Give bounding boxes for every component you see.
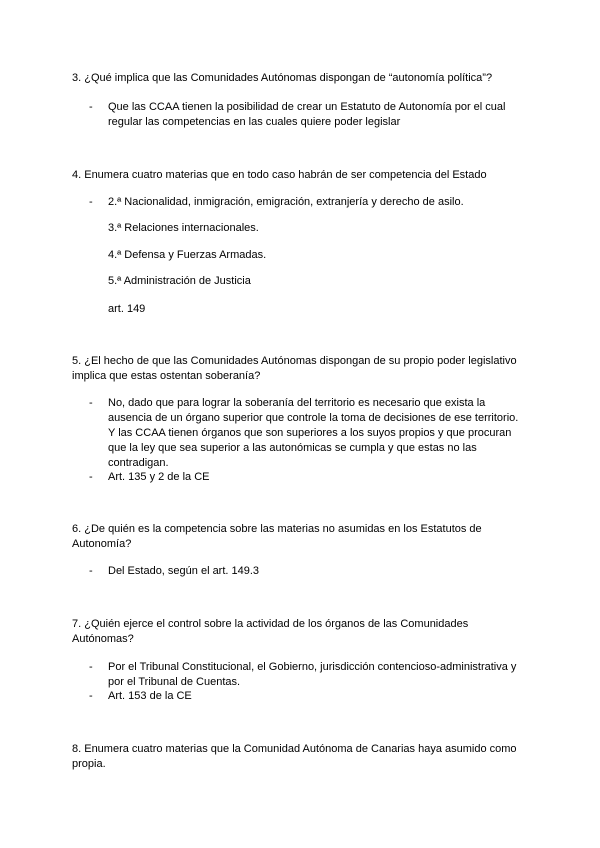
bullet-dash: - [89, 565, 93, 577]
bullet-dash: - [89, 661, 93, 673]
question-6: 6. ¿De quién es la competencia sobre las materias no asumidas en los Estatutos de Autonomía? [72, 523, 482, 550]
answer-text: 2.ª Nacionalidad, inmigración, emigración, extranjería y derecho de asilo. [108, 196, 464, 208]
answer-4-continuation-1: 3.ª Relaciones internacionales. [108, 222, 259, 234]
bullet-dash: - [89, 397, 93, 409]
bullet-dash: - [89, 101, 93, 113]
answer-4-continuation-3: 5.ª Administración de Justicia [108, 275, 251, 287]
answer-text: Del Estado, según el art. 149.3 [108, 565, 260, 577]
question-3: 3. ¿Qué implica que las Comunidades Autónomas dispongan de “autonomía política”? [72, 72, 493, 84]
bullet-dash: - [89, 690, 93, 702]
bullet-dash: - [89, 471, 93, 483]
question-7: 7. ¿Quién ejerce el control sobre la actividad de los órganos de las Comunidades Autónomas? [72, 618, 469, 645]
question-5: 5. ¿El hecho de que las Comunidades Autónomas dispongan de su propio poder legislativo implica que estas ostentan soberanía? [72, 355, 517, 382]
answer-text: Art. 135 y 2 de la CE [108, 471, 210, 483]
bullet-dash: - [89, 196, 93, 208]
answer-4-continuation-4: art. 149 [108, 303, 146, 315]
answer-text: Art. 153 de la CE [108, 690, 192, 702]
answer-text: No, dado que para lograr la soberanía del territorio es necesario que exista la ausencia de un órgano superior que controle la toma de decisiones de ese territorio. Y las CCAA tienen órganos que son superiores a los suyos propios y que procuran que la ley que sea superior a las autonómicas se cumpla y que estas no las contradigan. [108, 397, 519, 469]
question-4: 4. Enumera cuatro materias que en todo caso habrán de ser competencia del Estado [72, 169, 487, 181]
answer-4-continuation-2: 4.ª Defensa y Fuerzas Armadas. [108, 249, 267, 261]
question-8: 8. Enumera cuatro materias que la Comunidad Autónoma de Canarias haya asumido como propia. [72, 743, 517, 770]
answer-text: Por el Tribunal Constitucional, el Gobierno, jurisdicción contencioso-administrativa y por el Tribunal de Cuentas. [108, 661, 517, 688]
answer-text: Que las CCAA tienen la posibilidad de crear un Estatuto de Autonomía por el cual regular las competencias en las cuales quiere poder legislar [108, 101, 506, 128]
